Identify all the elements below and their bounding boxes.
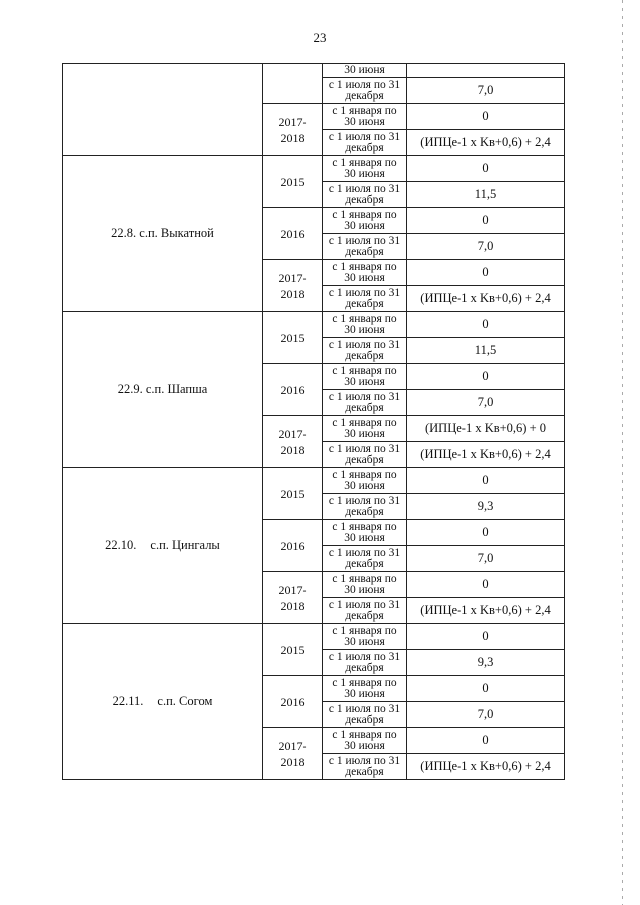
settlement-name: с.п. Согом [157,694,213,708]
period-cell: с 1 июля по 31 декабря [323,182,407,208]
period-cell: с 1 июля по 31 декабря [323,130,407,156]
value-cell: 0 [407,208,565,234]
period-cell: с 1 января по 30 июня [323,156,407,182]
value-cell: 0 [407,364,565,390]
period-cell: с 1 июля по 31 декабря [323,650,407,676]
value-cell: 9,3 [407,494,565,520]
settlement-cell [63,624,263,780]
value-cell: 0 [407,312,565,338]
settlement-number: 22.8. [111,226,137,240]
year-cell: 2016 [263,208,323,260]
period-cell: с 1 января по 30 июня [323,572,407,598]
period-cell: с 1 июля по 31 декабря [323,78,407,104]
year-cell: 2016 [263,364,323,416]
value-cell: 7,0 [407,546,565,572]
settlement-cell [63,156,263,312]
period-cell: с 1 января по 30 июня [323,416,407,442]
period-cell: с 1 января по 30 июня [323,208,407,234]
period-cell: с 1 июля по 31 декабря [323,286,407,312]
period-cell: с 1 января по 30 июня [323,676,407,702]
period-cell: с 1 января по 30 июня [323,468,407,494]
period-cell: 30 июня [323,64,407,78]
value-cell: 0 [407,728,565,754]
scan-edge-line [622,0,623,905]
settlement-cell-continued [63,64,263,156]
year-cell: 2015 [263,156,323,208]
table-row [63,156,565,182]
period-cell: с 1 июля по 31 декабря [323,390,407,416]
value-cell: 0 [407,624,565,650]
value-cell: (ИПЦе-1 х Kв+0,6) + 2,4 [407,754,565,780]
page-number: 23 [313,30,327,45]
year-cell-continued [263,64,323,104]
period-cell: с 1 января по 30 июня [323,260,407,286]
year-cell: 2016 [263,676,323,728]
settlement-name: с.п. Шапша [145,382,208,396]
value-cell: 0 [407,156,565,182]
value-cell: 0 [407,520,565,546]
year-cell: 2015 [263,624,323,676]
value-cell: 7,0 [407,78,565,104]
value-cell: 0 [407,572,565,598]
period-cell: с 1 января по 30 июня [323,364,407,390]
period-cell: с 1 января по 30 июня [323,312,407,338]
year-cell: 2017- 2018 [263,260,323,312]
period-cell: с 1 января по 30 июня [323,104,407,130]
value-cell: 0 [407,104,565,130]
period-cell: с 1 июля по 31 декабря [323,754,407,780]
period-cell: с 1 января по 30 июня [323,624,407,650]
value-cell [407,64,565,78]
table-row [63,468,565,494]
year-cell: 2017- 2018 [263,728,323,780]
tariff-table-container [62,63,564,780]
settlement-cell [63,312,263,468]
period-cell: с 1 июля по 31 декабря [323,598,407,624]
period-cell: с 1 июля по 31 декабря [323,546,407,572]
value-cell: (ИПЦе-1 х Kв+0,6) + 2,4 [407,130,565,156]
settlement-cell [63,468,263,624]
value-cell: (ИПЦе-1 х Kв+0,6) + 2,4 [407,598,565,624]
period-cell: с 1 июля по 31 декабря [323,442,407,468]
value-cell: 11,5 [407,182,565,208]
value-cell: (ИПЦе-1 х Kв+0,6) + 2,4 [407,442,565,468]
year-cell: 2015 [263,468,323,520]
tariff-table-body [63,64,565,780]
value-cell: (ИПЦе-1 х Kв+0,6) + 0 [407,416,565,442]
settlement-number: 22.9. [117,382,143,396]
value-cell: 7,0 [407,702,565,728]
value-cell: 7,0 [407,390,565,416]
settlement-name: с.п. Выкатной [139,226,214,240]
value-cell: 11,5 [407,338,565,364]
year-cell: 2016 [263,520,323,572]
value-cell: (ИПЦе-1 х Kв+0,6) + 2,4 [407,286,565,312]
value-cell: 0 [407,676,565,702]
settlement-number: 22.11. [112,694,144,708]
year-cell: 2017- 2018 [263,572,323,624]
period-cell: с 1 июля по 31 декабря [323,494,407,520]
year-cell: 2015 [263,312,323,364]
table-row [63,64,565,78]
value-cell: 0 [407,468,565,494]
period-cell: с 1 января по 30 июня [323,728,407,754]
table-row [63,624,565,650]
period-cell: с 1 июля по 31 декабря [323,702,407,728]
settlement-name: с.п. Цингалы [150,538,220,552]
value-cell: 7,0 [407,234,565,260]
tariff-table [62,63,565,780]
year-cell: 2017- 2018 [263,416,323,468]
period-cell: с 1 января по 30 июня [323,520,407,546]
table-row [63,312,565,338]
period-cell: с 1 июля по 31 декабря [323,338,407,364]
year-cell: 2017- 2018 [263,104,323,156]
period-cell: с 1 июля по 31 декабря [323,234,407,260]
settlement-number: 22.10. [105,538,137,552]
value-cell: 0 [407,260,565,286]
value-cell: 9,3 [407,650,565,676]
